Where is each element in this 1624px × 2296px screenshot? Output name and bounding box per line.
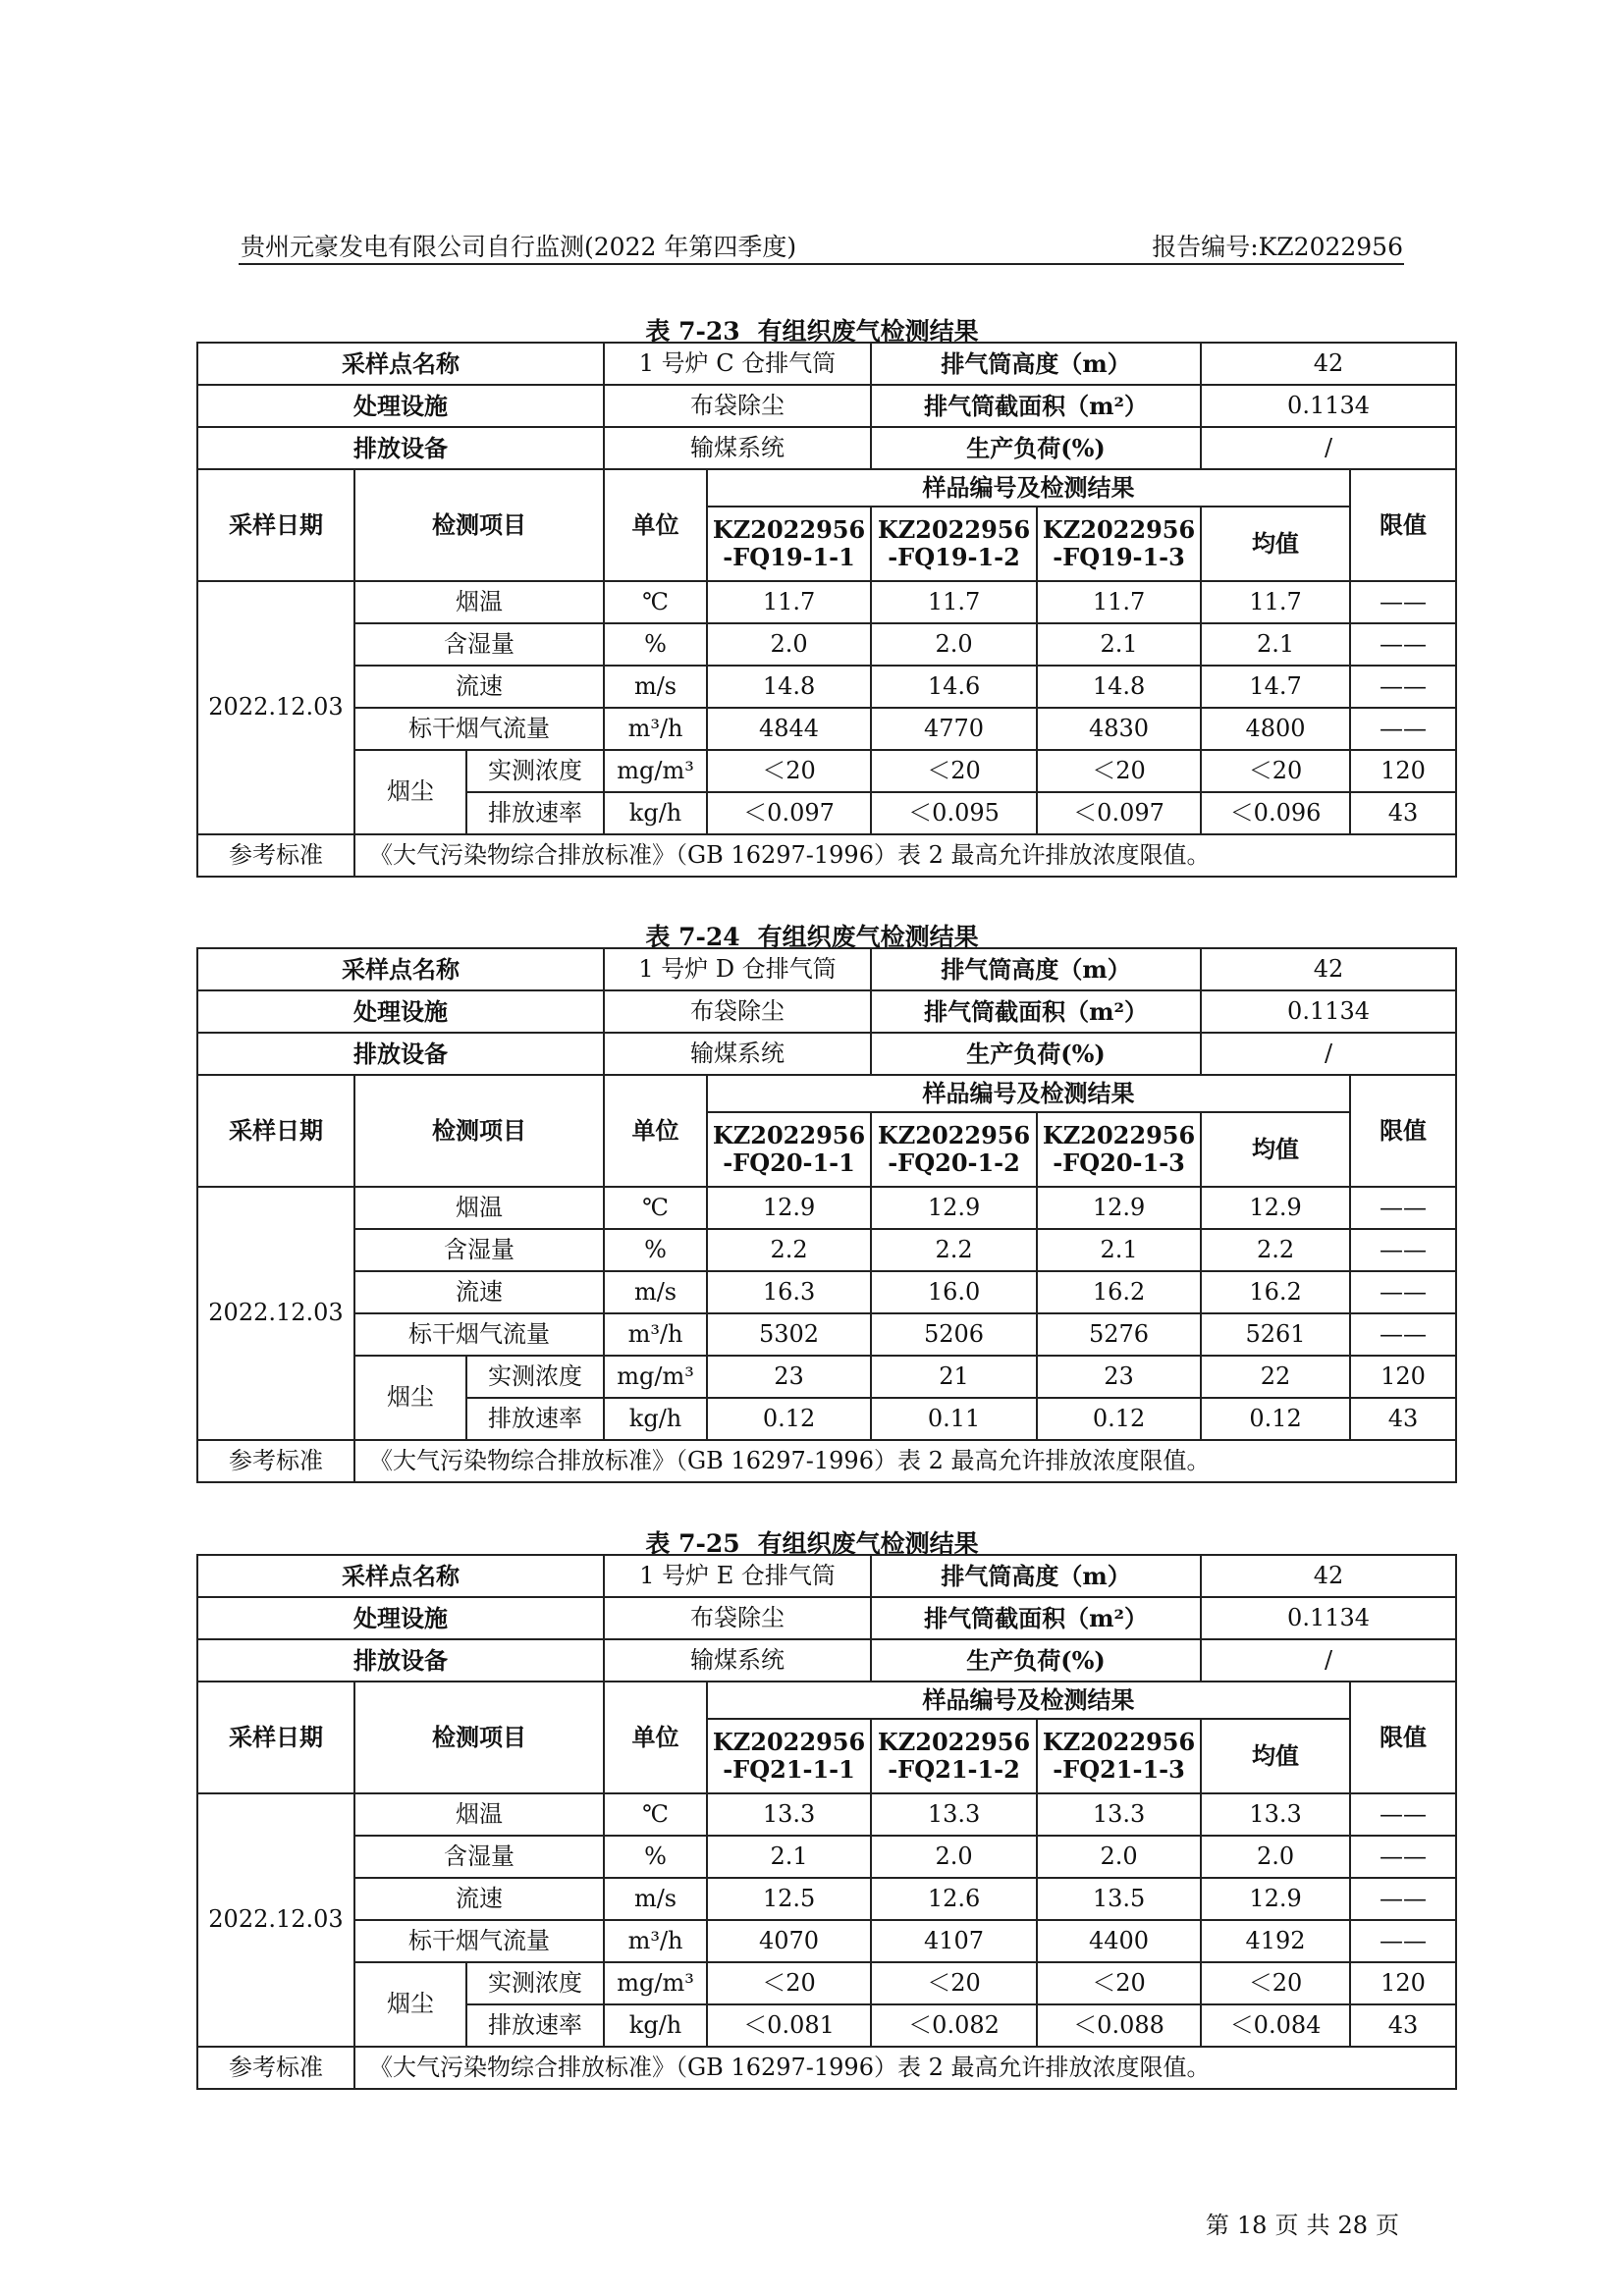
- table-title-text: 有组织废气检测结果: [757, 923, 979, 951]
- sample-id-top: KZ2022956: [877, 1728, 1031, 1757]
- production-load-value: /: [1201, 1639, 1456, 1682]
- value-cell: 2.1: [1037, 1229, 1201, 1271]
- limit-cell: ——: [1350, 1836, 1456, 1878]
- mean-cell: 22: [1201, 1356, 1350, 1398]
- sampling-point-value: 1 号炉 E 仓排气筒: [604, 1555, 871, 1597]
- sample-id-bottom: -FQ19-1-1: [723, 543, 855, 571]
- value-cell: 16.0: [871, 1271, 1037, 1313]
- mean-cell: 2.2: [1201, 1229, 1350, 1271]
- table-row: [197, 1836, 1456, 1878]
- value-cell: 5276: [1037, 1313, 1201, 1356]
- table-row: [197, 623, 1456, 666]
- stack-height-value: 42: [1201, 343, 1456, 385]
- unit-cell: kg/h: [604, 2004, 707, 2047]
- treatment-value: 布袋除尘: [604, 1597, 871, 1639]
- sample-id-bottom: -FQ19-1-3: [1053, 543, 1185, 571]
- value-cell: 23: [1037, 1356, 1201, 1398]
- value-cell: 13.3: [1037, 1793, 1201, 1836]
- unit-cell: m³/h: [604, 708, 707, 750]
- table-number: 表 7-25: [645, 1529, 740, 1558]
- value-cell: ＜20: [707, 1962, 871, 2004]
- stack-area-value: 0.1134: [1201, 385, 1456, 427]
- page-footer: [1202, 2206, 1403, 2240]
- sample-id-header: [1037, 1112, 1201, 1187]
- production-load-label: 生产负荷(%): [871, 1033, 1201, 1075]
- table-row: [197, 1962, 1456, 2004]
- report-header-title: 贵州元豪发电有限公司自行监测(2022 年第四季度): [241, 233, 797, 261]
- unit-cell: m³/h: [604, 1920, 707, 1962]
- value-cell: 14.8: [707, 666, 871, 708]
- test-item: 含湿量: [354, 1229, 604, 1271]
- test-item: 流速: [354, 1878, 604, 1920]
- treatment-value: 布袋除尘: [604, 385, 871, 427]
- value-cell: 12.5: [707, 1878, 871, 1920]
- unit-cell: m/s: [604, 1878, 707, 1920]
- table-row: [197, 708, 1456, 750]
- mean-cell: 2.1: [1201, 623, 1350, 666]
- unit-cell: mg/m³: [604, 750, 707, 792]
- production-load-value: /: [1201, 1033, 1456, 1075]
- value-cell: 11.7: [871, 581, 1037, 623]
- stack-height-label: 排气筒高度（m）: [871, 1555, 1201, 1597]
- test-item: 含湿量: [354, 623, 604, 666]
- value-cell: 14.8: [1037, 666, 1201, 708]
- limit-header: 限值: [1350, 1075, 1456, 1187]
- limit-cell: ——: [1350, 1187, 1456, 1229]
- limit-header: 限值: [1350, 469, 1456, 581]
- unit-cell: %: [604, 1229, 707, 1271]
- test-item: 排放速率: [466, 792, 604, 834]
- sample-id-header: [1037, 1719, 1201, 1793]
- value-cell: 2.1: [1037, 623, 1201, 666]
- results-table: [196, 1554, 1457, 2090]
- sample-id-top: KZ2022956: [1042, 1121, 1196, 1150]
- value-cell: 2.2: [871, 1229, 1037, 1271]
- test-item: 流速: [354, 1271, 604, 1313]
- value-cell: 11.7: [1037, 581, 1201, 623]
- value-cell: 4830: [1037, 708, 1201, 750]
- limit-cell: 43: [1350, 2004, 1456, 2047]
- emission-equipment-label: 排放设备: [197, 1639, 604, 1682]
- limit-cell: ——: [1350, 581, 1456, 623]
- value-cell: 13.3: [707, 1793, 871, 1836]
- sample-id-bottom: -FQ20-1-3: [1053, 1148, 1185, 1177]
- value-cell: 12.9: [1037, 1187, 1201, 1229]
- limit-cell: ——: [1350, 1920, 1456, 1962]
- footer-total-prefix: 共: [1306, 2212, 1330, 2239]
- production-load-label: 生产负荷(%): [871, 427, 1201, 469]
- sampling-point-label: 采样点名称: [197, 343, 604, 385]
- footer-mid: 页: [1274, 2212, 1299, 2239]
- unit-header: 单位: [604, 469, 707, 581]
- test-item: 烟温: [354, 1793, 604, 1836]
- table-row: [197, 581, 1456, 623]
- value-cell: 16.3: [707, 1271, 871, 1313]
- sample-id-bottom: -FQ20-1-1: [723, 1148, 855, 1177]
- test-item: 实测浓度: [466, 1356, 604, 1398]
- table-row: [197, 1878, 1456, 1920]
- value-cell: ＜0.097: [707, 792, 871, 834]
- table-row: [197, 1920, 1456, 1962]
- reference-value: 《大气污染物综合排放标准》（GB 16297-1996）表 2 最高允许排放浓度限值。: [354, 2047, 1456, 2089]
- unit-header: 单位: [604, 1682, 707, 1793]
- emission-equipment-value: 输煤系统: [604, 427, 871, 469]
- report-number: 报告编号:KZ2022956: [1152, 233, 1403, 261]
- limit-cell: ——: [1350, 1313, 1456, 1356]
- sampling-point-value: 1 号炉 D 仓排气筒: [604, 948, 871, 990]
- emission-equipment-value: 输煤系统: [604, 1033, 871, 1075]
- value-cell: 2.0: [1037, 1836, 1201, 1878]
- smoke-dust-label: 烟尘: [354, 1962, 466, 2047]
- test-item-header: 检测项目: [354, 469, 604, 581]
- limit-cell: 120: [1350, 1962, 1456, 2004]
- mean-cell: 2.0: [1201, 1836, 1350, 1878]
- footer-total: 28: [1337, 2212, 1368, 2239]
- treatment-label: 处理设施: [197, 1597, 604, 1639]
- unit-cell: ℃: [604, 581, 707, 623]
- mean-cell: ＜0.084: [1201, 2004, 1350, 2047]
- unit-cell: ℃: [604, 1793, 707, 1836]
- test-item: 标干烟气流量: [354, 1920, 604, 1962]
- table-title-text: 有组织废气检测结果: [757, 317, 979, 346]
- mean-header: 均值: [1201, 1719, 1350, 1793]
- stack-area-label: 排气筒截面积（m²）: [871, 990, 1201, 1033]
- value-cell: ＜20: [1037, 1962, 1201, 2004]
- value-cell: ＜20: [1037, 750, 1201, 792]
- unit-header: 单位: [604, 1075, 707, 1187]
- value-cell: 4070: [707, 1920, 871, 1962]
- results-table: [196, 947, 1457, 1483]
- value-cell: 11.7: [707, 581, 871, 623]
- stack-height-value: 42: [1201, 1555, 1456, 1597]
- reference-label: 参考标准: [197, 1440, 354, 1482]
- stack-area-label: 排气筒截面积（m²）: [871, 1597, 1201, 1639]
- emission-equipment-value: 输煤系统: [604, 1639, 871, 1682]
- mean-cell: 11.7: [1201, 581, 1350, 623]
- value-cell: 12.9: [707, 1187, 871, 1229]
- mean-cell: ＜0.096: [1201, 792, 1350, 834]
- test-item-header: 检测项目: [354, 1682, 604, 1793]
- mean-cell: 0.12: [1201, 1398, 1350, 1440]
- limit-cell: 120: [1350, 1356, 1456, 1398]
- test-item: 排放速率: [466, 2004, 604, 2047]
- header-divider: [239, 263, 1404, 265]
- sample-id-top: KZ2022956: [712, 515, 866, 545]
- emission-equipment-label: 排放设备: [197, 427, 604, 469]
- sample-id-header: [707, 507, 871, 581]
- value-cell: ＜0.088: [1037, 2004, 1201, 2047]
- limit-cell: 120: [1350, 750, 1456, 792]
- stack-area-value: 0.1134: [1201, 990, 1456, 1033]
- sample-id-top: KZ2022956: [877, 1121, 1031, 1150]
- value-cell: 5206: [871, 1313, 1037, 1356]
- reference-label: 参考标准: [197, 834, 354, 877]
- mean-cell: 13.3: [1201, 1793, 1350, 1836]
- unit-cell: ℃: [604, 1187, 707, 1229]
- value-cell: 13.3: [871, 1793, 1037, 1836]
- emission-equipment-label: 排放设备: [197, 1033, 604, 1075]
- stack-height-value: 42: [1201, 948, 1456, 990]
- sample-id-bottom: -FQ21-1-1: [723, 1755, 855, 1784]
- table-row: [197, 666, 1456, 708]
- limit-cell: ——: [1350, 1793, 1456, 1836]
- table-row: [197, 750, 1456, 792]
- test-item: 流速: [354, 666, 604, 708]
- sample-results-header: 样品编号及检测结果: [707, 1682, 1350, 1719]
- footer-prefix: 第: [1205, 2212, 1229, 2239]
- table-title-text: 有组织废气检测结果: [757, 1529, 979, 1558]
- table-row: [197, 1271, 1456, 1313]
- table-row: [197, 1313, 1456, 1356]
- sample-id-top: KZ2022956: [712, 1728, 866, 1757]
- unit-cell: m/s: [604, 666, 707, 708]
- value-cell: ＜0.095: [871, 792, 1037, 834]
- test-item: 含湿量: [354, 1836, 604, 1878]
- sample-results-header: 样品编号及检测结果: [707, 1075, 1350, 1112]
- value-cell: 21: [871, 1356, 1037, 1398]
- value-cell: ＜20: [871, 1962, 1037, 2004]
- smoke-dust-label: 烟尘: [354, 750, 466, 834]
- test-item: 烟温: [354, 1187, 604, 1229]
- limit-cell: 43: [1350, 792, 1456, 834]
- table-row: [197, 1229, 1456, 1271]
- table-number: 表 7-24: [645, 923, 740, 951]
- sample-id-header: [871, 507, 1037, 581]
- value-cell: 0.11: [871, 1398, 1037, 1440]
- sample-id-header: [871, 1719, 1037, 1793]
- sample-id-header: [707, 1112, 871, 1187]
- unit-cell: m³/h: [604, 1313, 707, 1356]
- limit-cell: ——: [1350, 1229, 1456, 1271]
- production-load-value: /: [1201, 427, 1456, 469]
- stack-area-value: 0.1134: [1201, 1597, 1456, 1639]
- reference-label: 参考标准: [197, 2047, 354, 2089]
- value-cell: 4770: [871, 708, 1037, 750]
- stack-height-label: 排气筒高度（m）: [871, 343, 1201, 385]
- sample-id-bottom: -FQ21-1-3: [1053, 1755, 1185, 1784]
- sampling-date-value: 2022.12.03: [197, 581, 354, 834]
- limit-cell: ——: [1350, 1878, 1456, 1920]
- test-item-header: 检测项目: [354, 1075, 604, 1187]
- reference-value: 《大气污染物综合排放标准》（GB 16297-1996）表 2 最高允许排放浓度限值。: [354, 834, 1456, 877]
- smoke-dust-label: 烟尘: [354, 1356, 466, 1440]
- test-item: 标干烟气流量: [354, 708, 604, 750]
- value-cell: 4107: [871, 1920, 1037, 1962]
- mean-cell: ＜20: [1201, 1962, 1350, 2004]
- limit-cell: 43: [1350, 1398, 1456, 1440]
- unit-cell: kg/h: [604, 1398, 707, 1440]
- sample-id-top: KZ2022956: [1042, 515, 1196, 545]
- sample-id-header: [707, 1719, 871, 1793]
- value-cell: 13.5: [1037, 1878, 1201, 1920]
- sampling-date-header: 采样日期: [197, 1075, 354, 1187]
- footer-page: 18: [1236, 2212, 1268, 2239]
- reference-value: 《大气污染物综合排放标准》（GB 16297-1996）表 2 最高允许排放浓度限值。: [354, 1440, 1456, 1482]
- unit-cell: %: [604, 1836, 707, 1878]
- test-item: 排放速率: [466, 1398, 604, 1440]
- table-row: [197, 1793, 1456, 1836]
- sample-id-top: KZ2022956: [1042, 1728, 1196, 1757]
- stack-area-label: 排气筒截面积（m²）: [871, 385, 1201, 427]
- limit-cell: ——: [1350, 708, 1456, 750]
- sampling-point-value: 1 号炉 C 仓排气筒: [604, 343, 871, 385]
- value-cell: 12.9: [871, 1187, 1037, 1229]
- production-load-label: 生产负荷(%): [871, 1639, 1201, 1682]
- value-cell: 5302: [707, 1313, 871, 1356]
- sample-id-bottom: -FQ20-1-2: [888, 1148, 1020, 1177]
- value-cell: ＜20: [871, 750, 1037, 792]
- value-cell: 4400: [1037, 1920, 1201, 1962]
- value-cell: 0.12: [1037, 1398, 1201, 1440]
- table-number: 表 7-23: [645, 317, 740, 346]
- sample-id-header: [871, 1112, 1037, 1187]
- treatment-label: 处理设施: [197, 385, 604, 427]
- value-cell: ＜0.097: [1037, 792, 1201, 834]
- mean-cell: 14.7: [1201, 666, 1350, 708]
- limit-cell: ——: [1350, 623, 1456, 666]
- value-cell: 2.2: [707, 1229, 871, 1271]
- unit-cell: mg/m³: [604, 1962, 707, 2004]
- mean-cell: 16.2: [1201, 1271, 1350, 1313]
- sampling-date-value: 2022.12.03: [197, 1187, 354, 1440]
- unit-cell: m/s: [604, 1271, 707, 1313]
- test-item: 实测浓度: [466, 750, 604, 792]
- mean-cell: 5261: [1201, 1313, 1350, 1356]
- mean-cell: 12.9: [1201, 1878, 1350, 1920]
- value-cell: ＜20: [707, 750, 871, 792]
- footer-suffix: 页: [1376, 2212, 1399, 2239]
- test-item: 实测浓度: [466, 1962, 604, 2004]
- limit-header: 限值: [1350, 1682, 1456, 1793]
- value-cell: 0.12: [707, 1398, 871, 1440]
- limit-cell: ——: [1350, 666, 1456, 708]
- sample-id-bottom: -FQ19-1-2: [888, 543, 1020, 571]
- sample-id-top: KZ2022956: [712, 1121, 866, 1150]
- sampling-point-label: 采样点名称: [197, 1555, 604, 1597]
- table-row: [197, 1187, 1456, 1229]
- treatment-value: 布袋除尘: [604, 990, 871, 1033]
- value-cell: 4844: [707, 708, 871, 750]
- mean-cell: 4800: [1201, 708, 1350, 750]
- value-cell: 12.6: [871, 1878, 1037, 1920]
- sample-id-top: KZ2022956: [877, 515, 1031, 545]
- mean-cell: ＜20: [1201, 750, 1350, 792]
- value-cell: 2.0: [707, 623, 871, 666]
- test-item: 烟温: [354, 581, 604, 623]
- unit-cell: mg/m³: [604, 1356, 707, 1398]
- mean-header: 均值: [1201, 507, 1350, 581]
- results-table: [196, 342, 1457, 878]
- sampling-date-header: 采样日期: [197, 469, 354, 581]
- sampling-date-header: 采样日期: [197, 1682, 354, 1793]
- value-cell: 2.0: [871, 1836, 1037, 1878]
- test-item: 标干烟气流量: [354, 1313, 604, 1356]
- value-cell: 2.1: [707, 1836, 871, 1878]
- unit-cell: kg/h: [604, 792, 707, 834]
- table-row: [197, 1356, 1456, 1398]
- value-cell: 23: [707, 1356, 871, 1398]
- sample-id-header: [1037, 507, 1201, 581]
- sample-id-bottom: -FQ21-1-2: [888, 1755, 1020, 1784]
- sampling-date-value: 2022.12.03: [197, 1793, 354, 2047]
- mean-cell: 12.9: [1201, 1187, 1350, 1229]
- value-cell: ＜0.081: [707, 2004, 871, 2047]
- value-cell: 14.6: [871, 666, 1037, 708]
- mean-cell: 4192: [1201, 1920, 1350, 1962]
- stack-height-label: 排气筒高度（m）: [871, 948, 1201, 990]
- value-cell: ＜0.082: [871, 2004, 1037, 2047]
- value-cell: 2.0: [871, 623, 1037, 666]
- value-cell: 16.2: [1037, 1271, 1201, 1313]
- treatment-label: 处理设施: [197, 990, 604, 1033]
- unit-cell: %: [604, 623, 707, 666]
- sampling-point-label: 采样点名称: [197, 948, 604, 990]
- sample-results-header: 样品编号及检测结果: [707, 469, 1350, 507]
- limit-cell: ——: [1350, 1271, 1456, 1313]
- mean-header: 均值: [1201, 1112, 1350, 1187]
